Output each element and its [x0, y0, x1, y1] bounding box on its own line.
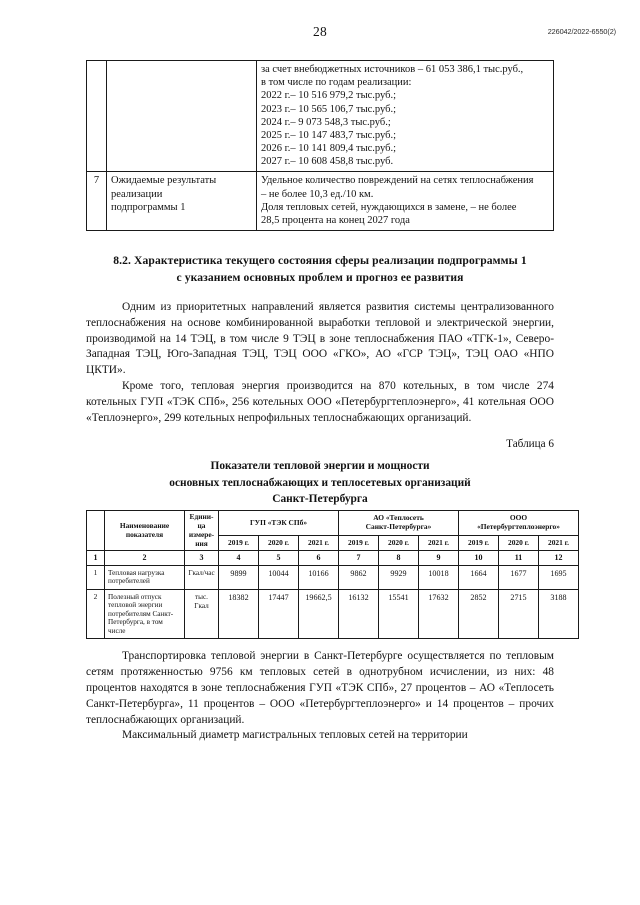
unit-line2: Гкал [194, 601, 209, 610]
cell-value: 2715 [499, 589, 539, 638]
header-year: 2020 г. [499, 536, 539, 551]
value-line: Доля тепловых сетей, нуждающихся в замене, – не более [261, 201, 517, 213]
cell-value: 19662,5 [299, 589, 339, 638]
header-year: 2020 г. [259, 536, 299, 551]
value-line: 28,5 процента на конец 2027 года [261, 214, 410, 226]
page-number: 28 [313, 24, 327, 39]
row-name [107, 172, 257, 231]
paragraph-centralized-heating: Одним из приоритетных направлений является развития системы централизованного теплоснабжения на основе комбинированной выработки тепловой и электрической энергии, производимой на 14 ТЭЦ, в том числе 9 ТЭЦ в зоне теплоснабжения ПАО «ТГК-1», Северо-Западная ТЭЦ, Юго-Западная ТЭЦ, ТЭЦ ООО «ГКО», АО «ГСР ТЭЦ», ТЭЦ ОАО «НПО ЦКТИ». [86, 300, 554, 377]
group2-line1: АО «Теплосеть [373, 513, 424, 523]
col-number: 1 [87, 551, 105, 566]
document-code: 226042/2022-6550(2) [547, 27, 616, 36]
col-number: 2 [105, 551, 185, 566]
cell-value: 9862 [339, 566, 379, 590]
row-indicator-name [105, 566, 185, 590]
col-number: 3 [185, 551, 219, 566]
value-line: 2024 г.– 9 073 548,3 тыс.руб.; [261, 116, 391, 128]
cell-value: 3188 [539, 589, 579, 638]
header-unit-line1: Едини- [189, 511, 214, 521]
row-index: 2 [87, 589, 105, 638]
header-index [87, 510, 105, 551]
paragraph-boiler-houses: Кроме того, тепловая энергия производится на 870 котельных, в том числе 274 котельных ГУП «ТЭК СПб», 256 котельных ООО «Петербургтеплоэнерго», 41 котельная ООО «Теплоэнерго», 299 котельных непрофильных теплоснабжающих организаций. [86, 379, 554, 424]
header-year: 2021 г. [419, 536, 459, 551]
header-year: 2019 г. [339, 536, 379, 551]
unit-line1: тыс. [195, 592, 208, 601]
metrics-title-line1: Показатели тепловой энергии и мощности [210, 460, 430, 473]
row-value [257, 61, 554, 172]
value-line: 2025 г.– 10 147 483,7 тыс.руб.; [261, 129, 397, 141]
header-year: 2019 г. [459, 536, 499, 551]
row-value [257, 172, 554, 231]
section-heading [86, 253, 554, 286]
header-indicator-name-line2: показателя [125, 529, 164, 539]
col-number: 5 [259, 551, 299, 566]
value-line: 2027 г.– 10 608 458,8 тыс.руб. [261, 156, 394, 168]
indicator-line3: потребителям [108, 609, 151, 618]
group1-line1: ГУП «ТЭК СПб» [249, 517, 308, 527]
value-line: Удельное количество повреждений на сетях теплоснабжения [261, 175, 534, 187]
col-number: 8 [379, 551, 419, 566]
indicator-line2: тепловой энергии [108, 601, 163, 610]
name-line: реализации [111, 188, 163, 200]
header-year: 2020 г. [379, 536, 419, 551]
cell-value: 1677 [499, 566, 539, 590]
row-number: 7 [87, 172, 107, 231]
header-group-teploset [339, 510, 459, 535]
table-row [87, 566, 579, 590]
row-indicator-name [105, 589, 185, 638]
section-heading-line1: 8.2. Характеристика текущего состояния сферы реализации подпрограммы 1 [113, 254, 527, 268]
cell-value: 10166 [299, 566, 339, 590]
row-unit: Гкал/час [185, 566, 219, 590]
indicator-line2: потребителей [108, 577, 150, 586]
cell-value: 10018 [419, 566, 459, 590]
running-head [0, 24, 640, 42]
header-unit-line4: ния [195, 538, 208, 548]
cell-value: 1695 [539, 566, 579, 590]
metrics-title-line3: Санкт-Петербурга [272, 492, 368, 505]
indicator-line4: Санкт-Петербурга, [108, 609, 174, 627]
name-line: подпрограммы 1 [111, 201, 186, 213]
header-indicator-name [105, 510, 185, 551]
header-indicator-name-line1: Наименование [119, 520, 170, 530]
table-row [87, 589, 579, 638]
col-number: 7 [339, 551, 379, 566]
cell-value: 10044 [259, 566, 299, 590]
col-number: 6 [299, 551, 339, 566]
metrics-column-number-row [87, 551, 579, 566]
cell-value: 16132 [339, 589, 379, 638]
group3-line1: ООО [509, 513, 528, 523]
document-content [86, 60, 569, 744]
metrics-table-title [86, 458, 554, 507]
row-unit [185, 589, 219, 638]
row-index: 1 [87, 566, 105, 590]
value-line: за счет внебюджетных источников – 61 053 386,1 тыс.руб., [261, 64, 524, 75]
table-label: Таблица 6 [506, 438, 554, 451]
header-year: 2019 г. [219, 536, 259, 551]
header-group-peterburgteploenergo [459, 510, 579, 535]
cell-value: 2852 [459, 589, 499, 638]
table-row [87, 61, 554, 172]
value-line: 2022 г.– 10 516 979,2 тыс.руб.; [261, 90, 397, 102]
row-number [87, 61, 107, 172]
paragraph-heat-transport: Транспортировка тепловой энергии в Санкт-Петербурге осуществляется по тепловым сетям протяженностью 9756 км тепловых сетей в однотрубном исчислении, из них: 48 процентов находятся в зоне теплоснабжения ГУП «ТЭК СПб», 27 процентов – АО «Теплосеть Санкт-Петербурга», 11 процентов – ООО «Петербургтеплоэнерго» и 14 процентов – прочих теплоснабжающих организаций. [86, 650, 554, 726]
value-line: 2026 г.– 10 141 809,4 тыс.руб.; [261, 143, 397, 155]
row-name [107, 61, 257, 172]
indicator-line1: Полезный отпуск [108, 592, 162, 601]
indicator-line5: в том числе [108, 618, 163, 635]
cell-value: 15541 [379, 589, 419, 638]
col-number: 9 [419, 551, 459, 566]
value-line: в том числе по годам реализации: [261, 77, 412, 89]
header-unit-line3: измере- [188, 529, 215, 539]
metrics-header-row-groups [87, 510, 579, 535]
paragraph-max-diameter: Максимальный диаметр магистральных тепловых сетей на территории [122, 729, 468, 742]
section-heading-line2: с указанием основных проблем и прогноз ее развития [176, 270, 464, 284]
cell-value: 17632 [419, 589, 459, 638]
group2-line2: Санкт-Петербурга» [365, 521, 432, 531]
value-line: – не более 10,3 ед./10 км. [261, 188, 374, 200]
subprogram-parameters-table [86, 60, 554, 231]
indicator-line1: Тепловая нагрузка [108, 569, 165, 577]
cell-value: 1664 [459, 566, 499, 590]
col-number: 12 [539, 551, 579, 566]
header-unit [185, 510, 219, 551]
col-number: 11 [499, 551, 539, 566]
cell-value: 9899 [219, 566, 259, 590]
value-line: 2023 г.– 10 565 106,7 тыс.руб.; [261, 103, 397, 115]
table-row [87, 172, 554, 231]
header-year: 2021 г. [299, 536, 339, 551]
cell-value: 9929 [379, 566, 419, 590]
metrics-title-line2: основных теплоснабжающих и теплосетевых организаций [169, 476, 471, 489]
name-line: Ожидаемые результаты [111, 175, 217, 187]
metrics-table [86, 510, 579, 639]
cell-value: 18382 [219, 589, 259, 638]
cell-value: 17447 [259, 589, 299, 638]
col-number: 4 [219, 551, 259, 566]
header-year: 2021 г. [539, 536, 579, 551]
header-group-tek-spb [219, 510, 339, 535]
col-number: 10 [459, 551, 499, 566]
header-unit-line2: ца [197, 520, 206, 530]
group3-line2: «Петербургтеплоэнерго» [477, 521, 560, 531]
